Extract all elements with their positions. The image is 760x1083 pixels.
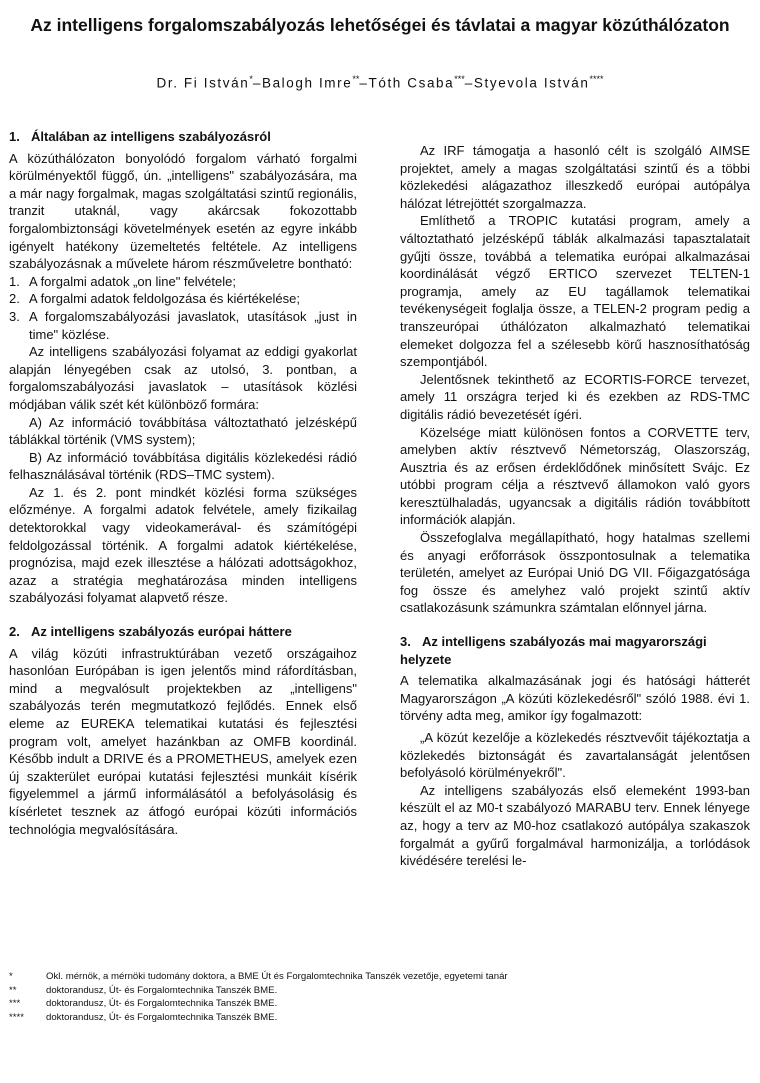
section-title: Az intelligens szabályozás európai háttere — [31, 624, 292, 640]
author-name: Tóth Csaba — [368, 75, 455, 91]
author-footnote-mark: * — [249, 74, 253, 84]
paragraph: A telematika alkalmazásának jogi és hatósági hátterét Magyarországon „A közúti közlekedésről" szóló 1988. évi 1. törvény adta meg, amikor így fogalmazott: — [400, 673, 750, 724]
section-title: Általában az intelligens szabályozásról — [31, 129, 271, 144]
list-item — [9, 308, 357, 343]
author-name: Dr. Fi István — [156, 75, 250, 91]
footnote-mark: **** — [9, 1011, 24, 1023]
list-number: 1. — [9, 273, 20, 289]
paragraph: Jelentősnek tekinthető az ECORTIS-FORCE tervezet, amely 11 országra terjed ki és ezekben az RDS-TMC digitális rádió bevezetését ígéri. — [400, 371, 750, 422]
footnote-text: doktorandusz, Út- és Forgalomtechnika Tanszék BME. — [46, 1011, 278, 1023]
footnote — [9, 970, 749, 984]
list-number: 2. — [9, 291, 20, 307]
footnote-text: Okl. mérnök, a mérnöki tudomány doktora, a BME Út és Forgalomtechnika Tanszék vezetője, egyetemi tanár — [46, 971, 508, 982]
section-heading — [400, 633, 750, 668]
paragraph: Az IRF támogatja a hasonló célt is szolgáló AIMSE projektet, amely a magas szolgáltatási szintű és a többi közlekedési alágazathoz illeszkedő európai autópálya hálózat létrejöttét szorgalmazza. — [400, 143, 750, 211]
list-number: 3. — [9, 308, 20, 324]
paragraph: Közelsége miatt különösen fontos a CORVETTE terv, amelyben aktív résztvevő Németország, Olaszország, Ausztria és az erősen érdeklődőnek minősített Svájc. Ez utóbbi program célja a résztvevő államokon való gyors keresztülhaladás, ugyancsak a digitális rádión továbbított információk alapján. — [400, 424, 750, 528]
paragraph: A közúthálózaton bonyolódó forgalom várható forgalmi körülményektől függő, ún. „intelligens" szabályozására, ma a már nagy forgalmak, magas szolgáltatási szintű regionális, tranzit utaknál, vagy akárcsak fokozottabb forgalombiztonsági követelmények esetén az egyre inkább igényelt hatékony üzemeltetés feltétele. Az intelligens szabályozásnak a művelete három részműveletre bontható: — [9, 150, 357, 272]
paragraph-option-b: B) Az információ továbbítása digitális közlekedési rádió felhasználásával történik (RDS–TMC system). — [9, 449, 357, 483]
author-footnote-mark: ** — [352, 74, 360, 84]
section-heading — [9, 128, 357, 146]
footnote-text: doktorandusz, Út- és Forgalomtechnika Tanszék BME. — [46, 984, 278, 996]
right-column — [400, 128, 750, 870]
list-text: A forgalmi adatok „on line" felvétele; — [29, 273, 236, 289]
list-text: A forgalmi adatok feldolgozása és kiértékelése; — [29, 291, 300, 307]
list-item — [9, 273, 357, 291]
author-separator: – — [464, 75, 474, 91]
author-separator: – — [359, 75, 369, 91]
footnote-mark: * — [9, 971, 13, 982]
section-heading — [9, 623, 357, 641]
footnote-mark: *** — [9, 998, 21, 1009]
section-number: 3. — [400, 634, 411, 650]
footnotes — [9, 970, 749, 1024]
left-column — [9, 128, 357, 838]
paragraph: Az 1. és 2. pont mindkét közlési forma szükséges előzménye. A forgalmi adatok felvétele, amely fizikailag detektorokkal vagy videokamerával- és számítógépi feldolgozással történik. A forgalmi adatok kiértékelése, prognózisa, majd ezek illesztése a hálózati adottságokhoz, azaz a stratégia meghatározása minden intelligens szabályozási folyamat alapvető része. — [9, 484, 357, 606]
author-line — [24, 74, 736, 91]
paragraph: Összefoglalva megállapítható, hogy hatalmas szellemi és anyagi erőforrások összpontosulnak a telematika területén, amelyet az Európai Unió DG VII. Főigazgatósága fog össze és amelyhez való projekt szintű aktív csatlakozásunk számunkra számtalan előnnyel járna. — [400, 530, 750, 616]
footnote-mark: ** — [9, 984, 17, 996]
author-separator: – — [252, 75, 262, 91]
author-name: Styevola István — [473, 75, 590, 91]
paragraph: Említhető a TROPIC kutatási program, amely a változtatható jelzésképű táblák alkalmazási tapasztalatait gyűjti össze, továbbá a telematika európai alkalmazásai koordinálását végző ERTICO szervezet TELTEN-1 programja, amely az EU tagállamok telematikai tevékenységeit foglalja össze, a TELEN-2 program pedig a transzeurópai úthálózaton alkalmazható telematikai elemeket dolgozza fel a szélesebb körű hasznosíthatóság szempontjából. — [400, 213, 750, 370]
paragraph: Az intelligens szabályozási folyamat az eddigi gyakorlat alapján lényegében csak az utolsó, 3. pontban, a forgalomszabályozási javaslatok – utasítások közlési módjában válik szét két különböző formára: — [9, 344, 357, 412]
footnote — [9, 984, 749, 998]
list-item — [9, 290, 357, 308]
paragraph: Az intelligens szabályozás első elemeként 1993-ban készült el az M0-t szabályozó MARABU terv. Ennek lényege az, hogy a terv az M0-hoz csatlakozó autópálya szakaszok forgalmát a gyűrű forgalmával harmonizálja, a torlódások kivédésére terelési le- — [400, 782, 750, 869]
paragraph-option-a: A) Az információ továbbítása változtatható jelzésképű táblákkal történik (VMS system); — [9, 414, 357, 448]
footnote — [9, 997, 749, 1011]
numbered-list — [9, 273, 357, 343]
section-title: Az intelligens szabályozás mai magyarországi helyzete — [400, 634, 707, 667]
footnote-text: doktorandusz, Út- és Forgalomtechnika Tanszék BME. — [46, 998, 278, 1009]
author-footnote-mark: **** — [589, 74, 604, 84]
list-text: A forgalomszabályozási javaslatok, utasítások „just in time" közlése. — [29, 308, 357, 342]
paragraph: A világ közúti infrastruktúrában vezető országaihoz hasonlóan Európában is igen jelentős mind ráfordításban, mind a megvalósult projektekben az „intelligens" szabályozás terén megmutatkozó fejlődés. Ennek első eleme az EUREKA telematikai kutatási és fejlesztési program volt, amelyet hazánkban az OMFB koordinál. Később indult a DRIVE és a PROMETHEUS, amelyek ezen új szakterület európai kutatási fejlesztési munkáit kísérik figyelemmel a jármű informálásától a befolyásolásig és kísérletet tesznek az átfogó európai közúti információs technológia megvalósítására. — [9, 645, 357, 837]
section-number: 1. — [9, 129, 20, 144]
quote: „A közút kezelője a közlekedés résztvevőit tájékoztatja a közlekedés biztonságát és zavartalanságát jelentősen befolyásoló körülményekről". — [400, 730, 750, 781]
author-name: Balogh Imre — [261, 75, 353, 91]
article-title: Az intelligens forgalomszabályozás lehetőségei és távlatai a magyar közúthálózaton — [30, 15, 730, 35]
section-number: 2. — [9, 624, 20, 640]
footnote — [9, 1011, 749, 1025]
author-footnote-mark: *** — [454, 74, 465, 84]
